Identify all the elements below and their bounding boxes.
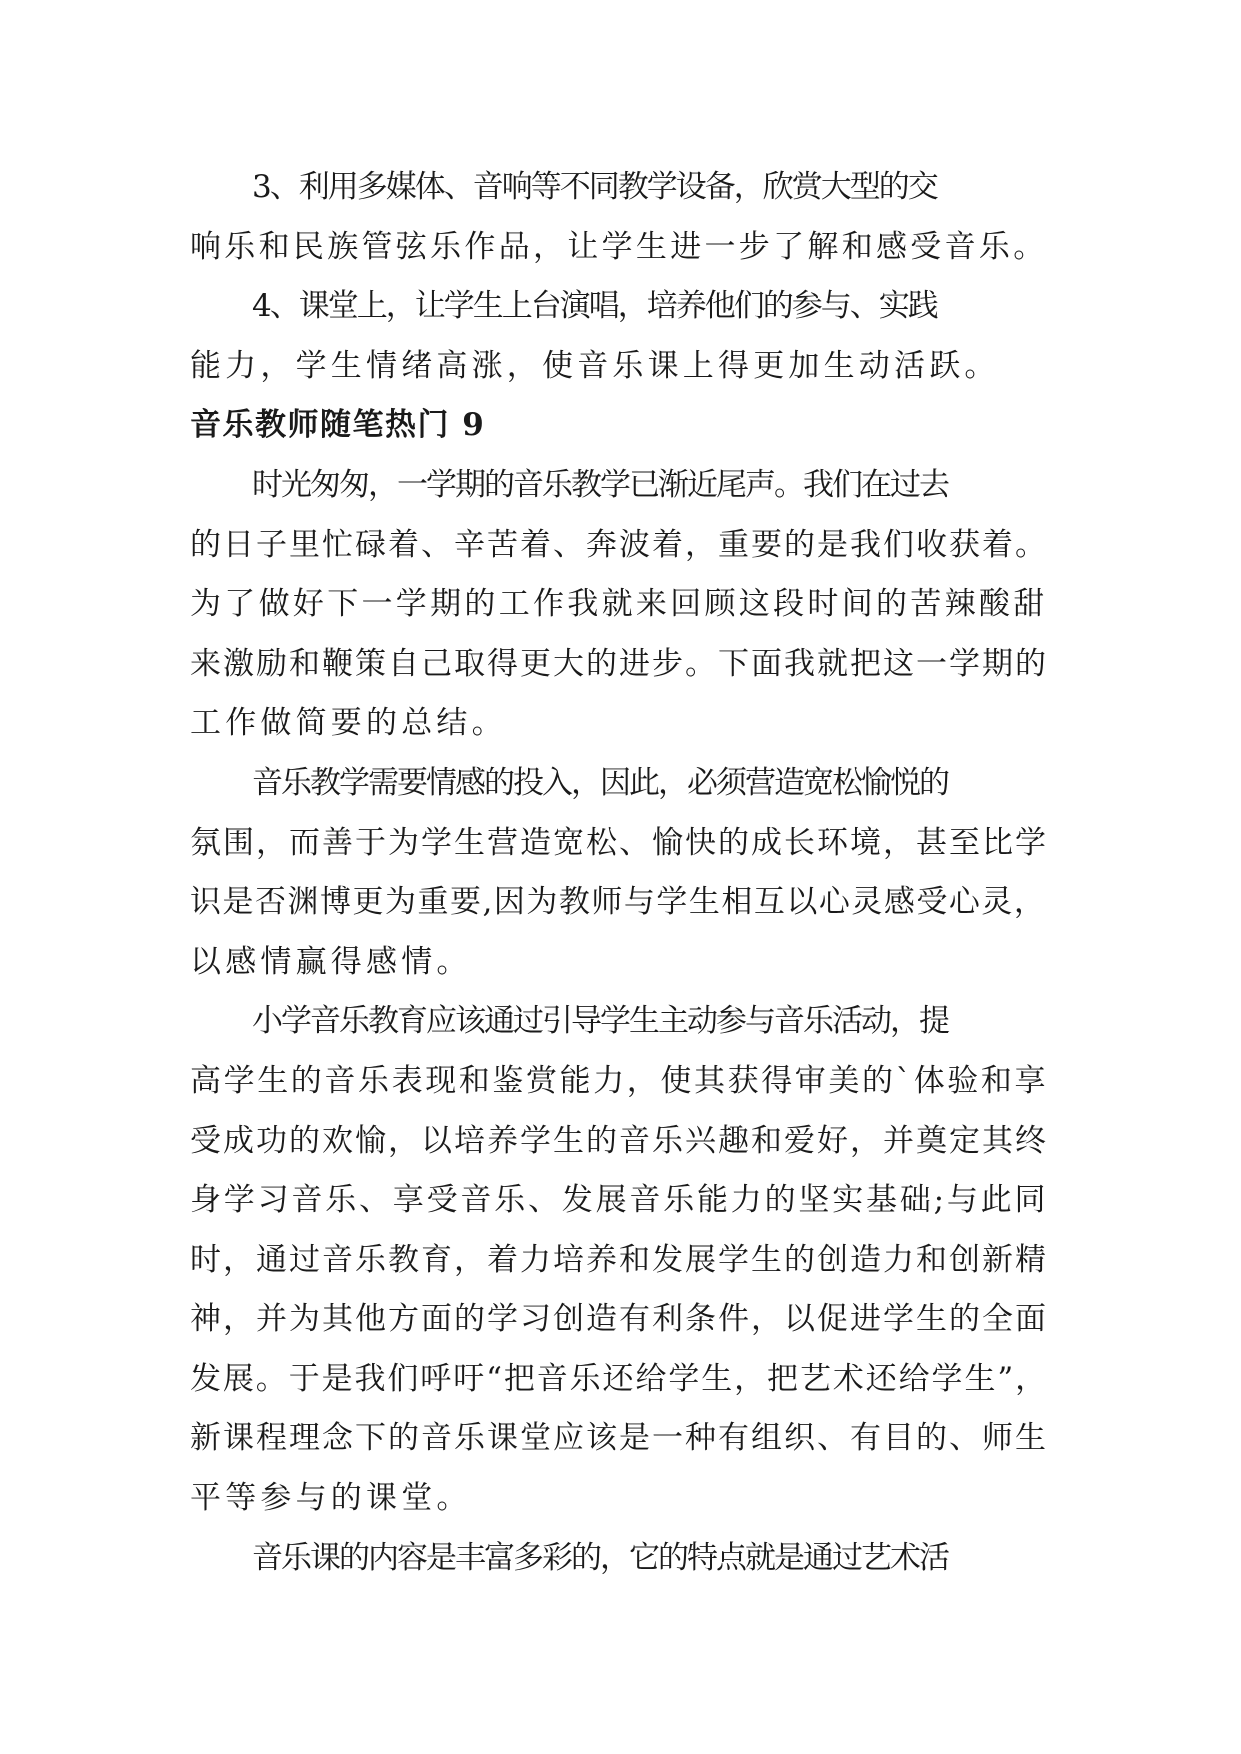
text-line: 时，通过音乐教育，着力培养和发展学生的创造力和创新精	[190, 1241, 1048, 1278]
text-line: 新课程理念下的音乐课堂应该是一种有组织、有目的、师生	[190, 1420, 1048, 1457]
section-heading: 音乐教师随笔热门 9	[190, 407, 486, 444]
paragraph-content	[190, 1529, 1048, 1589]
text-line: 发展。于是我们呼吁“把音乐还给学生，把艺术还给学生”，	[190, 1360, 1048, 1397]
text-line: 为了做好下一学期的工作我就来回顾这段时间的苦辣酸甜	[190, 586, 1048, 623]
text-line: 响乐和民族管弦乐作品，让学生进一步了解和感受音乐。	[190, 228, 1048, 265]
paragraph-emotion	[190, 754, 1048, 992]
text-line: 时光匆匆，一学期的音乐教学已渐近尾声。我们在过去	[252, 466, 948, 503]
text-line: 高学生的音乐表现和鉴赏能力，使其获得审美的`体验和享	[190, 1062, 1049, 1099]
text-line: 音乐课的内容是丰富多彩的，它的特点就是通过艺术活	[252, 1539, 948, 1576]
document-body	[190, 158, 1048, 1588]
text-line: 3、利用多媒体、音响等不同教学设备，欣赏大型的交	[252, 169, 937, 205]
text-line: 识是否渊博更为重要,因为教师与学生相互以心灵感受心灵，	[190, 884, 1047, 921]
paragraph-item-3	[190, 158, 1048, 277]
text-line: 身学习音乐、享受音乐、发展音乐能力的坚实基础;与此同	[190, 1182, 1049, 1219]
text-line: 4、课堂上，让学生上台演唱，培养他们的参与、实践	[252, 288, 937, 325]
text-line: 氛围，而善于为学生营造宽松、愉快的成长环境，甚至比学	[190, 824, 1048, 861]
text-line: 神，并为其他方面的学习创造有利条件，以促进学生的全面	[190, 1301, 1048, 1338]
text-line: 以感情赢得感情。	[190, 943, 472, 980]
text-line: 来激励和鞭策自己取得更大的进步。下面我就把这一学期的	[190, 645, 1048, 682]
text-line: 受成功的欢愉，以培养学生的音乐兴趣和爱好，并奠定其终	[190, 1122, 1048, 1159]
text-line: 音乐教学需要情感的投入，因此，必须营造宽松愉悦的	[252, 764, 948, 801]
text-line: 的日子里忙碌着、辛苦着、奔波着，重要的是我们收获着。	[190, 526, 1048, 563]
paragraph-intro	[190, 456, 1048, 754]
paragraph-education	[190, 992, 1048, 1528]
text-line: 平等参与的课堂。	[190, 1480, 472, 1517]
text-line: 工作做简要的总结。	[190, 705, 507, 742]
text-line: 能力，学生情绪高涨，使音乐课上得更加生动活跃。	[190, 347, 1000, 384]
paragraph-item-4	[190, 277, 1048, 396]
text-line: 小学音乐教育应该通过引导学生主动参与音乐活动，提	[252, 1003, 948, 1040]
